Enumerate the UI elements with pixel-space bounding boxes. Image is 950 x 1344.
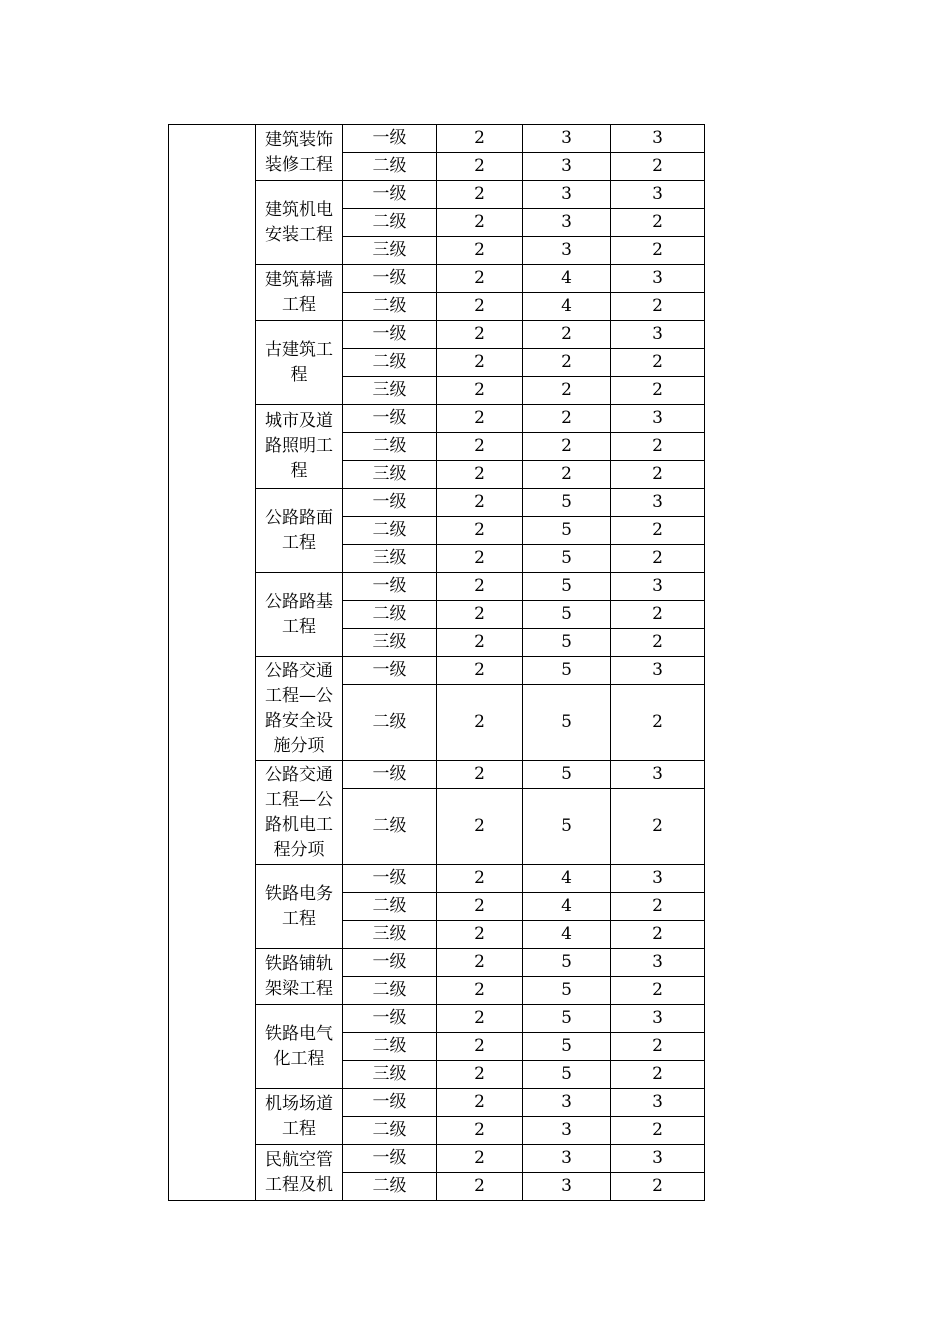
value-cell-a: 2 (437, 657, 523, 685)
category-label-line: 铁路铺轨 (265, 953, 333, 974)
category-cell (256, 1089, 343, 1145)
grade-cell: 一级 (343, 1089, 437, 1117)
value-cell-a: 2 (437, 1145, 523, 1173)
value-cell-b: 3 (523, 209, 611, 237)
value-cell-a: 2 (437, 977, 523, 1005)
value-cell-b: 5 (523, 517, 611, 545)
table-row (169, 125, 705, 153)
category-label-line: 架梁工程 (265, 978, 333, 999)
value-cell-b: 5 (523, 629, 611, 657)
category-label-line: 公路路面 (265, 507, 333, 528)
value-cell-c: 2 (611, 377, 705, 405)
grade-cell: 二级 (343, 209, 437, 237)
value-cell-a: 2 (437, 893, 523, 921)
grade-cell: 一级 (343, 321, 437, 349)
grade-cell: 二级 (343, 685, 437, 761)
category-cell (256, 761, 343, 865)
value-cell-a: 2 (437, 433, 523, 461)
value-cell-a: 2 (437, 293, 523, 321)
value-cell-b: 4 (523, 265, 611, 293)
category-label-line: 化工程 (273, 1048, 325, 1069)
value-cell-b: 3 (523, 1117, 611, 1145)
value-cell-c: 2 (611, 1033, 705, 1061)
value-cell-c: 2 (611, 977, 705, 1005)
grade-cell: 二级 (343, 433, 437, 461)
value-cell-c: 3 (611, 405, 705, 433)
value-cell-a: 2 (437, 601, 523, 629)
grade-cell: 三级 (343, 1061, 437, 1089)
value-cell-a: 2 (437, 949, 523, 977)
grade-cell: 一级 (343, 1005, 437, 1033)
value-cell-b: 2 (523, 321, 611, 349)
category-label-line: 路照明工 (265, 436, 333, 456)
grade-cell: 三级 (343, 921, 437, 949)
category-label-line: 路安全设 (265, 710, 333, 731)
value-cell-c: 2 (611, 893, 705, 921)
value-cell-b: 5 (523, 685, 611, 761)
value-cell-b: 4 (523, 921, 611, 949)
value-cell-b: 2 (523, 405, 611, 433)
grade-cell: 三级 (343, 629, 437, 657)
value-cell-b: 3 (523, 1089, 611, 1117)
value-cell-b: 4 (523, 293, 611, 321)
category-cell (256, 181, 343, 265)
value-cell-c: 2 (611, 921, 705, 949)
value-cell-a: 2 (437, 321, 523, 349)
value-cell-b: 5 (523, 573, 611, 601)
value-cell-a: 2 (437, 125, 523, 153)
category-cell (256, 949, 343, 1005)
value-cell-c: 3 (611, 949, 705, 977)
grade-cell: 二级 (343, 293, 437, 321)
value-cell-b: 5 (523, 977, 611, 1005)
grade-cell: 一级 (343, 1145, 437, 1173)
value-cell-a: 2 (437, 461, 523, 489)
category-label-line: 公路交通 (265, 764, 333, 785)
value-cell-b: 2 (523, 461, 611, 489)
grade-cell: 三级 (343, 461, 437, 489)
value-cell-a: 2 (437, 265, 523, 293)
grade-cell: 三级 (343, 237, 437, 265)
value-cell-c: 3 (611, 865, 705, 893)
value-cell-c: 3 (611, 761, 705, 789)
category-label-line: 建筑机电 (265, 199, 333, 220)
value-cell-a: 2 (437, 1173, 523, 1201)
value-cell-b: 5 (523, 601, 611, 629)
value-cell-a: 2 (437, 865, 523, 893)
grade-cell: 二级 (343, 1033, 437, 1061)
grade-cell: 一级 (343, 125, 437, 153)
value-cell-a: 2 (437, 629, 523, 657)
category-label-line: 公路路基 (265, 591, 333, 612)
value-cell-a: 2 (437, 153, 523, 181)
value-cell-c: 2 (611, 789, 705, 865)
category-cell (256, 865, 343, 949)
category-cell (256, 573, 343, 657)
value-cell-c: 3 (611, 181, 705, 209)
value-cell-a: 2 (437, 1117, 523, 1145)
category-label-line: 机场场道 (265, 1093, 333, 1114)
value-cell-c: 2 (611, 433, 705, 461)
category-label-line: 安装工程 (265, 224, 333, 245)
value-cell-a: 2 (437, 545, 523, 573)
value-cell-b: 3 (523, 153, 611, 181)
category-label-line: 民航空管 (265, 1149, 333, 1170)
category-label-line: 施分项 (273, 735, 325, 756)
category-label-line: 工程及机 (265, 1174, 333, 1195)
blank-first-column (169, 125, 256, 1201)
category-label-line: 路机电工 (265, 814, 333, 835)
value-cell-c: 3 (611, 657, 705, 685)
grade-cell: 二级 (343, 893, 437, 921)
value-cell-c: 3 (611, 1089, 705, 1117)
category-cell (256, 405, 343, 489)
value-cell-a: 2 (437, 761, 523, 789)
value-cell-a: 2 (437, 1033, 523, 1061)
value-cell-c: 2 (611, 629, 705, 657)
grade-cell: 二级 (343, 517, 437, 545)
category-cell (256, 1145, 343, 1201)
value-cell-c: 2 (611, 461, 705, 489)
value-cell-b: 3 (523, 1145, 611, 1173)
value-cell-c: 2 (611, 293, 705, 321)
value-cell-b: 2 (523, 377, 611, 405)
value-cell-c: 3 (611, 265, 705, 293)
grade-cell: 二级 (343, 977, 437, 1005)
category-label-line: 程分项 (273, 839, 325, 860)
value-cell-a: 2 (437, 517, 523, 545)
category-cell (256, 125, 343, 181)
value-cell-a: 2 (437, 789, 523, 865)
grade-cell: 一级 (343, 265, 437, 293)
grade-cell: 一级 (343, 405, 437, 433)
value-cell-a: 2 (437, 921, 523, 949)
category-label-line: 公路交通 (265, 660, 333, 681)
value-cell-a: 2 (437, 1061, 523, 1089)
category-label-line: 铁路电务 (265, 883, 333, 904)
value-cell-a: 2 (437, 1089, 523, 1117)
value-cell-c: 2 (611, 545, 705, 573)
value-cell-c: 3 (611, 321, 705, 349)
grade-cell: 二级 (343, 789, 437, 865)
grade-cell: 一级 (343, 573, 437, 601)
value-cell-a: 2 (437, 377, 523, 405)
grade-cell: 三级 (343, 545, 437, 573)
grade-cell: 一级 (343, 865, 437, 893)
value-cell-a: 2 (437, 489, 523, 517)
value-cell-a: 2 (437, 685, 523, 761)
value-cell-a: 2 (437, 573, 523, 601)
value-cell-c: 2 (611, 1117, 705, 1145)
value-cell-c: 2 (611, 349, 705, 377)
category-label-line: 工程 (282, 294, 316, 315)
value-cell-a: 2 (437, 237, 523, 265)
value-cell-c: 2 (611, 153, 705, 181)
value-cell-b: 5 (523, 489, 611, 517)
value-cell-b: 5 (523, 657, 611, 685)
value-cell-a: 2 (437, 405, 523, 433)
value-cell-c: 3 (611, 1145, 705, 1173)
value-cell-c: 2 (611, 209, 705, 237)
grade-cell: 一级 (343, 489, 437, 517)
value-cell-b: 5 (523, 761, 611, 789)
category-label-line: 建筑装饰 (265, 129, 333, 150)
value-cell-b: 3 (523, 237, 611, 265)
value-cell-b: 5 (523, 545, 611, 573)
value-cell-c: 2 (611, 601, 705, 629)
category-label-line: 工程 (282, 616, 316, 637)
category-label-line: 工程 (282, 908, 316, 929)
grade-cell: 一级 (343, 181, 437, 209)
category-label-line: 工程—公 (265, 789, 333, 810)
grade-cell: 二级 (343, 1173, 437, 1201)
value-cell-b: 5 (523, 1061, 611, 1089)
category-label-line: 工程—公 (265, 685, 333, 706)
value-cell-b: 4 (523, 893, 611, 921)
value-cell-a: 2 (437, 181, 523, 209)
value-cell-b: 5 (523, 789, 611, 865)
value-cell-b: 3 (523, 1173, 611, 1201)
table-body (169, 125, 705, 1201)
category-cell (256, 657, 343, 761)
grade-cell: 二级 (343, 1117, 437, 1145)
grade-cell: 一级 (343, 657, 437, 685)
category-label-line: 程 (290, 364, 308, 385)
category-cell (256, 489, 343, 573)
qualification-table (168, 124, 705, 1201)
value-cell-c: 3 (611, 1005, 705, 1033)
grade-cell: 三级 (343, 377, 437, 405)
category-label-line: 城市及道 (265, 411, 333, 431)
value-cell-b: 5 (523, 1033, 611, 1061)
value-cell-b: 5 (523, 949, 611, 977)
value-cell-c: 3 (611, 489, 705, 517)
value-cell-a: 2 (437, 349, 523, 377)
value-cell-c: 2 (611, 1173, 705, 1201)
category-label-line: 古建筑工 (265, 339, 333, 360)
category-label-line: 工程 (282, 1118, 316, 1139)
category-label-line: 建筑幕墙 (265, 269, 333, 290)
grade-cell: 一级 (343, 949, 437, 977)
value-cell-b: 4 (523, 865, 611, 893)
value-cell-c: 3 (611, 125, 705, 153)
value-cell-b: 5 (523, 1005, 611, 1033)
category-label-line: 程 (290, 461, 308, 481)
value-cell-c: 2 (611, 517, 705, 545)
value-cell-b: 2 (523, 349, 611, 377)
value-cell-c: 2 (611, 685, 705, 761)
value-cell-b: 3 (523, 181, 611, 209)
category-cell (256, 265, 343, 321)
category-label-line: 装修工程 (265, 154, 333, 175)
category-label-line: 工程 (282, 532, 316, 553)
category-cell (256, 321, 343, 405)
value-cell-a: 2 (437, 209, 523, 237)
grade-cell: 二级 (343, 601, 437, 629)
grade-cell: 一级 (343, 761, 437, 789)
category-cell (256, 1005, 343, 1089)
value-cell-b: 3 (523, 125, 611, 153)
grade-cell: 二级 (343, 349, 437, 377)
value-cell-b: 2 (523, 433, 611, 461)
category-label-line: 铁路电气 (265, 1023, 333, 1044)
value-cell-a: 2 (437, 1005, 523, 1033)
value-cell-c: 2 (611, 237, 705, 265)
value-cell-c: 3 (611, 573, 705, 601)
grade-cell: 二级 (343, 153, 437, 181)
value-cell-c: 2 (611, 1061, 705, 1089)
